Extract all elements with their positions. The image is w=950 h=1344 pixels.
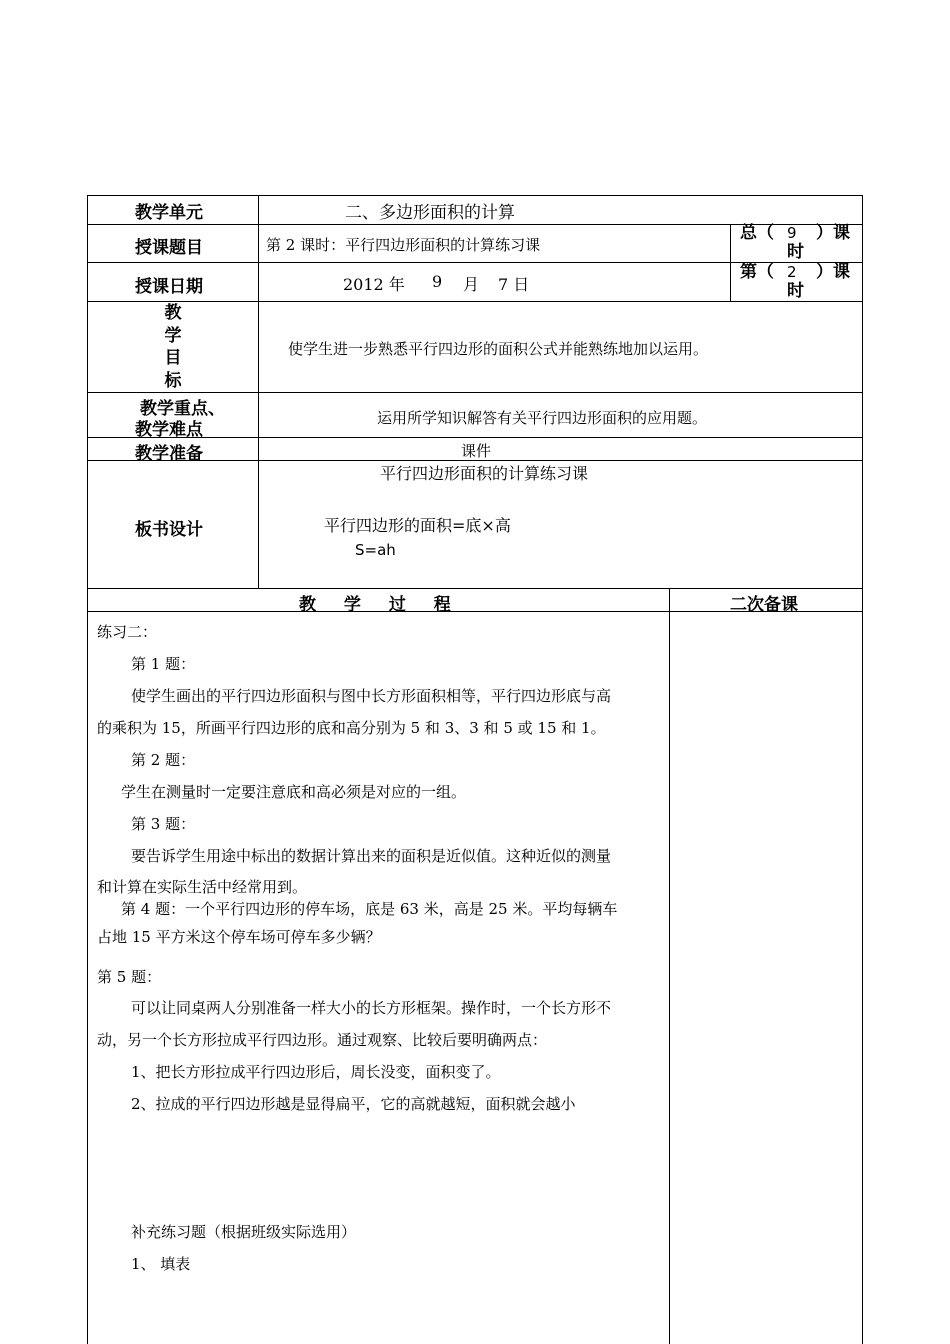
- lesson-value: 2: [787, 263, 797, 281]
- total-hours-cell: [740, 224, 858, 262]
- body-line-10: 第 4 题：一个平行四边形的停车场，底是 63 米，高是 25 米。平均每辆车: [121, 900, 618, 918]
- board-formula: 平行四边形的面积=底×高: [324, 516, 511, 535]
- total-value: 9: [787, 224, 797, 242]
- key-value: 运用所学知识解答有关平行四边形面积的应用题。: [377, 409, 708, 427]
- body-line-7: 第 3 题：: [131, 815, 196, 833]
- body-line-2: 第 1 题：: [131, 655, 196, 673]
- process-header: 教 学 过 程: [299, 595, 451, 615]
- body-line-11: 占地 15 平方米这个停车场可停车多少辆？: [97, 928, 381, 946]
- body-line-1: 练习二：: [97, 623, 158, 641]
- total-prefix: 总（: [740, 223, 774, 243]
- date-month-unit: 月: [463, 275, 480, 294]
- goal-label: 教 学 目 标: [164, 303, 182, 391]
- body-line-13: 可以让同桌两人分别准备一样大小的长方形框架。操作时，一个长方形不: [131, 999, 612, 1017]
- body-line-6: 学生在测量时一定要注意底和高必须是对应的一组。: [121, 783, 467, 801]
- body-line-8: 要告诉学生用途中标出的数据计算出来的面积是近似值。这种近似的测量: [131, 847, 612, 865]
- total-unit: 时: [787, 242, 804, 262]
- revision-header: 二次备课: [730, 595, 798, 615]
- body-line-18: 1、 填表: [131, 1255, 191, 1273]
- goal-value: 使学生进一步熟悉平行四边形的面积公式并能熟练地加以运用。: [288, 340, 709, 358]
- board-label: 板书设计: [135, 520, 203, 540]
- body-line-16: 2、拉成的平行四边形越是显得扁平，它的高就越短，面积就会越小: [131, 1095, 576, 1113]
- total-suffix: ）课: [816, 223, 850, 243]
- board-title: 平行四边形面积的计算练习课: [380, 464, 589, 483]
- date-year: 2012 年: [343, 275, 405, 294]
- date-month: 9: [432, 272, 443, 291]
- body-line-3: 使学生画出的平行四边形面积与图中长方形面积相等，平行四边形底与高: [131, 687, 612, 705]
- body-line-5: 第 2 题：: [131, 751, 196, 769]
- unit-label: 教学单元: [135, 203, 203, 223]
- body-line-4: 的乘积为 15，所画平行四边形的底和高分别为 5 和 3、3 和 5 或 15 和 1。: [97, 719, 606, 737]
- topic-value: 第 2 课时：平行四边形面积的计算练习课: [266, 236, 541, 254]
- key-label-1: 教学重点、: [140, 399, 225, 419]
- body-line-15: 1、把长方形拉成平行四边形后，周长没变，面积变了。: [131, 1063, 501, 1081]
- body-line-12: 第 5 题：: [97, 968, 162, 986]
- unit-value: 二、多边形面积的计算: [345, 203, 515, 223]
- lesson-suffix: ）课: [816, 262, 850, 282]
- body-line-17: 补充练习题（根据班级实际选用）: [131, 1223, 357, 1241]
- key-label-2: 教学难点: [135, 420, 203, 440]
- topic-label: 授课题目: [135, 238, 203, 258]
- lesson-unit: 时: [787, 281, 804, 301]
- body-line-9: 和计算在实际生活中经常用到。: [97, 878, 308, 896]
- date-label: 授课日期: [135, 277, 203, 297]
- prep-value: 课件: [461, 442, 492, 460]
- date-day: 7 日: [498, 275, 530, 294]
- lesson-number-cell: [740, 263, 858, 301]
- prep-label: 教学准备: [135, 444, 203, 464]
- lesson-prefix: 第（: [740, 262, 774, 282]
- body-line-14: 动，另一个长方形拉成平行四边形。通过观察、比较后要明确两点：: [97, 1031, 548, 1049]
- board-formula-short: S=ah: [355, 541, 396, 559]
